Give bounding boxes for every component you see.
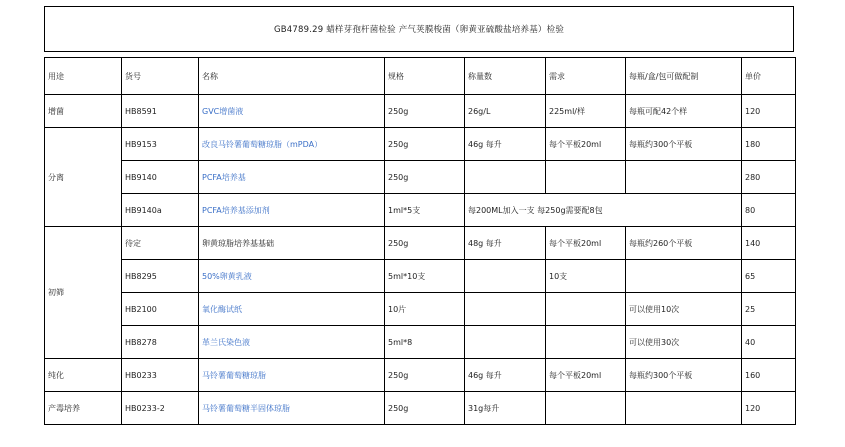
weigh-cell[interactable]: 46g 每升 bbox=[465, 128, 546, 161]
spec-cell[interactable]: 5ml*10支 bbox=[385, 260, 465, 293]
header-cell[interactable]: 规格 bbox=[385, 58, 465, 95]
price-cell[interactable]: 80 bbox=[742, 194, 796, 227]
spec-cell[interactable]: 250g bbox=[385, 227, 465, 260]
use-cell[interactable]: 纯化 bbox=[45, 359, 122, 392]
name-cell[interactable]: 马铃薯葡萄糖琼脂 bbox=[199, 359, 385, 392]
name-cell[interactable]: 马铃薯葡萄糖半固体琼脂 bbox=[199, 392, 385, 425]
spec-cell[interactable]: 10片 bbox=[385, 293, 465, 326]
header-cell[interactable]: 称量数 bbox=[465, 58, 546, 95]
price-cell[interactable]: 65 bbox=[742, 260, 796, 293]
header-cell[interactable]: 每瓶/盒/包可做配制 bbox=[626, 58, 742, 95]
code-cell[interactable]: HB9140a bbox=[122, 194, 199, 227]
weigh-cell[interactable] bbox=[465, 326, 546, 359]
price-cell[interactable]: 280 bbox=[742, 161, 796, 194]
yield-cell[interactable]: 可以使用10次 bbox=[626, 293, 742, 326]
price-cell[interactable]: 160 bbox=[742, 359, 796, 392]
name-cell[interactable]: 卵黄琼脂培养基基础 bbox=[199, 227, 385, 260]
yield-cell[interactable]: 每瓶约300个平板 bbox=[626, 128, 742, 161]
spec-cell[interactable]: 250g bbox=[385, 128, 465, 161]
need-cell[interactable] bbox=[546, 392, 626, 425]
spec-cell[interactable]: 250g bbox=[385, 161, 465, 194]
need-cell[interactable] bbox=[546, 326, 626, 359]
header-cell[interactable]: 需求 bbox=[546, 58, 626, 95]
weigh-cell[interactable] bbox=[465, 293, 546, 326]
need-cell[interactable] bbox=[546, 161, 626, 194]
name-cell[interactable]: 50%卵黄乳液 bbox=[199, 260, 385, 293]
table-row bbox=[45, 293, 796, 326]
code-cell[interactable]: HB8295 bbox=[122, 260, 199, 293]
spec-cell[interactable]: 250g bbox=[385, 95, 465, 128]
use-cell[interactable]: 增菌 bbox=[45, 95, 122, 128]
table-row bbox=[45, 194, 796, 227]
weigh-cell[interactable] bbox=[465, 161, 546, 194]
table-row bbox=[45, 161, 796, 194]
header-cell[interactable]: 用途 bbox=[45, 58, 122, 95]
table-row bbox=[45, 95, 796, 128]
yield-cell[interactable] bbox=[626, 161, 742, 194]
yield-cell[interactable]: 每瓶约260个平板 bbox=[626, 227, 742, 260]
name-cell[interactable]: 革兰氏染色液 bbox=[199, 326, 385, 359]
table-row bbox=[45, 128, 796, 161]
need-cell[interactable] bbox=[546, 293, 626, 326]
yield-cell[interactable] bbox=[626, 392, 742, 425]
code-cell[interactable]: 待定 bbox=[122, 227, 199, 260]
use-cell[interactable]: 分离 bbox=[45, 128, 122, 227]
code-cell[interactable]: HB8278 bbox=[122, 326, 199, 359]
weigh-cell[interactable]: 46g 每升 bbox=[465, 359, 546, 392]
code-cell[interactable]: HB9140 bbox=[122, 161, 199, 194]
price-cell[interactable]: 140 bbox=[742, 227, 796, 260]
table-row bbox=[45, 260, 796, 293]
weigh-cell[interactable] bbox=[465, 260, 546, 293]
table-row bbox=[45, 326, 796, 359]
code-cell[interactable]: HB9153 bbox=[122, 128, 199, 161]
header-cell[interactable]: 单价 bbox=[742, 58, 796, 95]
weigh-cell[interactable]: 26g/L bbox=[465, 95, 546, 128]
spec-cell[interactable]: 250g bbox=[385, 392, 465, 425]
header-row bbox=[45, 58, 796, 95]
header-cell[interactable]: 名称 bbox=[199, 58, 385, 95]
need-cell[interactable]: 每个平板20ml bbox=[546, 128, 626, 161]
need-cell[interactable]: 每个平板20ml bbox=[546, 227, 626, 260]
name-cell[interactable]: GVC增菌液 bbox=[199, 95, 385, 128]
name-cell[interactable]: 氧化酶试纸 bbox=[199, 293, 385, 326]
weigh-cell[interactable]: 48g 每升 bbox=[465, 227, 546, 260]
yield-cell[interactable]: 每瓶约300个平板 bbox=[626, 359, 742, 392]
header-cell[interactable]: 货号 bbox=[122, 58, 199, 95]
need-cell[interactable]: 225ml/样 bbox=[546, 95, 626, 128]
spec-cell[interactable]: 250g bbox=[385, 359, 465, 392]
name-cell[interactable]: PCFA培养基 bbox=[199, 161, 385, 194]
table-row bbox=[45, 359, 796, 392]
price-cell[interactable]: 40 bbox=[742, 326, 796, 359]
spec-cell[interactable]: 1ml*5支 bbox=[385, 194, 465, 227]
reagent-table bbox=[44, 57, 796, 425]
table-row bbox=[45, 227, 796, 260]
code-cell[interactable]: HB0233-2 bbox=[122, 392, 199, 425]
code-cell[interactable]: HB8591 bbox=[122, 95, 199, 128]
weigh-need-cell[interactable]: 每200ML加入一支 每250g需要配8包 bbox=[465, 194, 742, 227]
use-cell[interactable]: 产毒培养 bbox=[45, 392, 122, 425]
name-cell[interactable]: 改良马铃薯葡萄糖琼脂（mPDA） bbox=[199, 128, 385, 161]
weigh-cell[interactable]: 31g每升 bbox=[465, 392, 546, 425]
need-cell[interactable]: 10支 bbox=[546, 260, 626, 293]
price-cell[interactable]: 25 bbox=[742, 293, 796, 326]
code-cell[interactable]: HB0233 bbox=[122, 359, 199, 392]
price-cell[interactable]: 120 bbox=[742, 95, 796, 128]
use-cell[interactable]: 初筛 bbox=[45, 227, 122, 359]
yield-cell[interactable]: 可以使用30次 bbox=[626, 326, 742, 359]
price-cell[interactable]: 180 bbox=[742, 128, 796, 161]
sheet-title: GB4789.29 蜡样芽孢杆菌检验 产气荚膜梭菌（卵黄亚硫酸盐培养基）检验 bbox=[44, 6, 794, 52]
code-cell[interactable]: HB2100 bbox=[122, 293, 199, 326]
name-cell[interactable]: PCFA培养基添加剂 bbox=[199, 194, 385, 227]
yield-cell[interactable] bbox=[626, 260, 742, 293]
yield-cell[interactable]: 每瓶可配42个样 bbox=[626, 95, 742, 128]
need-cell[interactable]: 每个平板20ml bbox=[546, 359, 626, 392]
price-cell[interactable]: 120 bbox=[742, 392, 796, 425]
table-row bbox=[45, 392, 796, 425]
spec-cell[interactable]: 5ml*8 bbox=[385, 326, 465, 359]
